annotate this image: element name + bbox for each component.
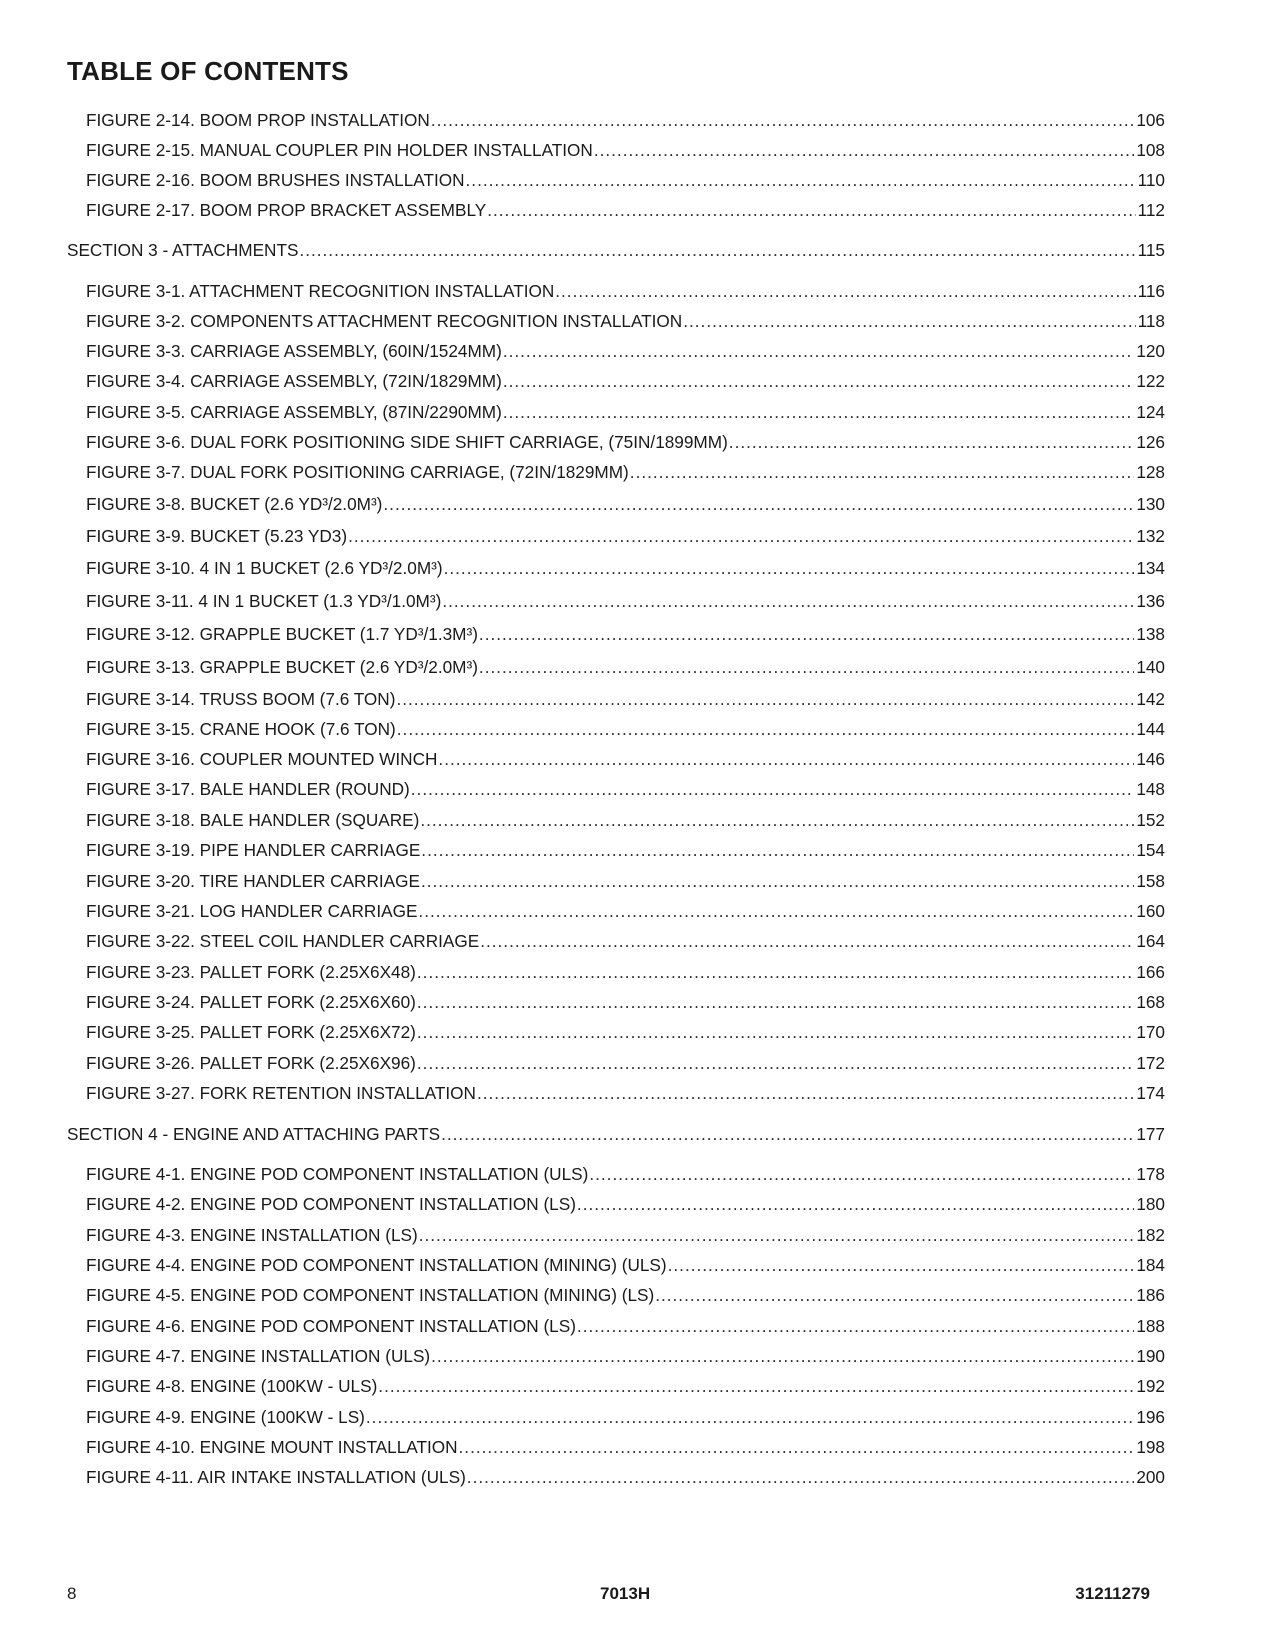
toc-entry-label: FIGURE 3-1. ATTACHMENT RECOGNITION INSTALLATION [86, 281, 555, 301]
toc-figure-entry[interactable] [86, 279, 1165, 303]
toc-figure-entry[interactable] [86, 1314, 1165, 1338]
toc-section-entry[interactable] [67, 238, 1165, 262]
toc-figure-entry[interactable] [86, 339, 1165, 363]
toc-figure-entry[interactable] [86, 1162, 1165, 1186]
toc-figure-entry[interactable] [86, 556, 1165, 580]
toc-entry-page: 115 [1137, 240, 1165, 260]
toc-entry-page: 152 [1136, 810, 1165, 830]
toc-figure-entry[interactable] [86, 717, 1165, 741]
dot-leader [459, 1435, 1135, 1459]
dot-leader [479, 655, 1134, 679]
dot-leader [378, 1374, 1134, 1398]
toc-figure-entry[interactable] [86, 929, 1165, 953]
footer-doc-number: 31211279 [1075, 1584, 1150, 1603]
toc-entry-page: 164 [1136, 931, 1165, 951]
toc-entry-page: 138 [1136, 624, 1165, 644]
toc-figure-entry[interactable] [86, 622, 1165, 646]
toc-entry-page: 108 [1136, 140, 1165, 160]
toc-entry-page: 158 [1136, 871, 1165, 891]
toc-entry-page: 142 [1136, 689, 1165, 709]
dot-leader [418, 899, 1134, 923]
toc-entry-label: FIGURE 2-17. BOOM PROP BRACKET ASSEMBLY [86, 200, 487, 220]
dot-leader [431, 1344, 1134, 1368]
toc-figure-entry[interactable] [86, 777, 1165, 801]
toc-entry-page: 146 [1136, 749, 1165, 769]
toc-entry-label: FIGURE 4-6. ENGINE POD COMPONENT INSTALLATION (LS) [86, 1316, 576, 1336]
toc-entry-page: 124 [1136, 402, 1165, 422]
toc-entry-label: FIGURE 3-10. 4 IN 1 BUCKET (2.6 YD³/2.0M³) [86, 558, 443, 578]
dot-leader [594, 138, 1134, 162]
toc-entry-label: FIGURE 2-16. BOOM BRUSHES INSTALLATION [86, 170, 465, 190]
toc-entry-page: 172 [1136, 1053, 1165, 1073]
toc-entry-page: 128 [1136, 462, 1165, 482]
toc-figure-entry[interactable] [86, 168, 1165, 192]
toc-entry-label: FIGURE 3-23. PALLET FORK (2.25X6X48) [86, 962, 416, 982]
toc-entry-page: 110 [1137, 170, 1165, 190]
toc-figure-entry[interactable] [86, 430, 1165, 454]
toc-entry-page: 166 [1136, 962, 1165, 982]
toc-entry-label: FIGURE 3-5. CARRIAGE ASSEMBLY, (87IN/2290MM) [86, 402, 502, 422]
toc-entry-label: FIGURE 3-3. CARRIAGE ASSEMBLY, (60IN/1524MM) [86, 341, 502, 361]
toc-figure-entry[interactable] [86, 1405, 1165, 1429]
toc-entry-page: 188 [1136, 1316, 1165, 1336]
dot-leader [417, 1051, 1134, 1075]
dot-leader [411, 777, 1135, 801]
toc-entry-page: 122 [1136, 371, 1165, 391]
toc-entry-label: FIGURE 4-8. ENGINE (100KW - ULS) [86, 1376, 378, 1396]
toc-entry-page: 136 [1136, 591, 1165, 611]
toc-figure-entry[interactable] [86, 400, 1165, 424]
toc-figure-entry[interactable] [86, 138, 1165, 162]
dot-leader [442, 589, 1134, 613]
dot-leader [668, 1253, 1135, 1277]
toc-figure-entry[interactable] [86, 1253, 1165, 1277]
dot-leader [366, 1405, 1134, 1429]
toc-figure-entry[interactable] [86, 589, 1165, 613]
toc-entry-label: FIGURE 4-4. ENGINE POD COMPONENT INSTALLATION (MINING) (ULS) [86, 1255, 667, 1275]
dot-leader [729, 430, 1135, 454]
toc-entry-page: 184 [1136, 1255, 1165, 1275]
toc-entry-label: FIGURE 4-1. ENGINE POD COMPONENT INSTALLATION (ULS) [86, 1164, 589, 1184]
toc-figure-entry[interactable] [86, 1374, 1165, 1398]
toc-entry-page: 180 [1136, 1194, 1165, 1214]
toc-figure-entry[interactable] [86, 1465, 1165, 1489]
toc-entry-label: FIGURE 3-14. TRUSS BOOM (7.6 TON) [86, 689, 396, 709]
toc-figure-entry[interactable] [86, 838, 1165, 862]
toc-entry-page: 118 [1137, 311, 1165, 331]
toc-entry-label: FIGURE 3-9. BUCKET (5.23 YD3) [86, 526, 348, 546]
dot-leader [438, 747, 1134, 771]
toc-entry-page: 120 [1136, 341, 1165, 361]
toc-entry-label: FIGURE 3-26. PALLET FORK (2.25X6X96) [86, 1053, 416, 1073]
toc-entry-label: FIGURE 3-6. DUAL FORK POSITIONING SIDE SHIFT CARRIAGE, (75IN/1899MM) [86, 432, 728, 452]
toc-figure-entry[interactable] [86, 655, 1165, 679]
toc-figure-entry[interactable] [86, 524, 1165, 548]
toc-entry-label: FIGURE 3-13. GRAPPLE BUCKET (2.6 YD³/2.0M³) [86, 657, 478, 677]
toc-entry-page: 106 [1136, 110, 1165, 130]
toc-entry-label: FIGURE 3-20. TIRE HANDLER CARRIAGE [86, 871, 420, 891]
toc-entry-label: FIGURE 4-11. AIR INTAKE INSTALLATION (ULS) [86, 1467, 466, 1487]
toc-figure-entry[interactable] [86, 198, 1165, 222]
toc-entry-page: 132 [1136, 526, 1165, 546]
toc-entry-label: FIGURE 2-15. MANUAL COUPLER PIN HOLDER INSTALLATION [86, 140, 593, 160]
toc-entry-page: 200 [1136, 1467, 1165, 1487]
toc-entry-page: 196 [1136, 1407, 1165, 1427]
toc-figure-entry[interactable] [86, 1020, 1165, 1044]
dot-leader [299, 238, 1135, 262]
toc-entry-label: FIGURE 4-9. ENGINE (100KW - LS) [86, 1407, 365, 1427]
toc-entry-page: 177 [1136, 1124, 1165, 1144]
dot-leader [420, 808, 1134, 832]
toc-figure-entry[interactable] [86, 309, 1165, 333]
toc-entry-label: FIGURE 3-16. COUPLER MOUNTED WINCH [86, 749, 438, 769]
toc-entry-page: 126 [1136, 432, 1165, 452]
toc-figure-entry[interactable] [86, 460, 1165, 484]
dot-leader [441, 1122, 1134, 1146]
toc-entry-label: FIGURE 4-2. ENGINE POD COMPONENT INSTALLATION (LS) [86, 1194, 576, 1214]
toc-entry-label: SECTION 4 - ENGINE AND ATTACHING PARTS [67, 1124, 441, 1144]
toc-figure-entry[interactable] [86, 369, 1165, 393]
toc-entry-label: FIGURE 4-10. ENGINE MOUNT INSTALLATION [86, 1437, 458, 1457]
page-title: TABLE OF CONTENTS [67, 56, 349, 86]
dot-leader [348, 524, 1134, 548]
toc-figure-entry[interactable] [86, 108, 1165, 132]
dot-leader [431, 108, 1134, 132]
dot-leader [503, 400, 1135, 424]
dot-leader [396, 687, 1134, 711]
toc-entry-label: FIGURE 4-7. ENGINE INSTALLATION (ULS) [86, 1346, 431, 1366]
toc-entry-label: FIGURE 3-15. CRANE HOOK (7.6 TON) [86, 719, 396, 739]
toc-figure-entry[interactable] [86, 869, 1165, 893]
dot-leader [683, 309, 1135, 333]
dot-leader [577, 1314, 1134, 1338]
toc-entry-label: FIGURE 3-7. DUAL FORK POSITIONING CARRIAGE, (72IN/1829MM) [86, 462, 629, 482]
dot-leader [397, 717, 1135, 741]
dot-leader [417, 960, 1134, 984]
dot-leader [577, 1192, 1134, 1216]
toc-entry-page: 192 [1136, 1376, 1165, 1396]
dot-leader [477, 1081, 1134, 1105]
toc-entry-page: 160 [1136, 901, 1165, 921]
toc-figure-entry[interactable] [86, 1283, 1165, 1307]
toc-entry-page: 186 [1136, 1285, 1165, 1305]
toc-figure-entry[interactable] [86, 1192, 1165, 1216]
toc-entry-page: 174 [1136, 1083, 1165, 1103]
toc-entry-label: FIGURE 3-24. PALLET FORK (2.25X6X60) [86, 992, 416, 1012]
toc-section-entry[interactable] [67, 1122, 1165, 1146]
footer-model: 7013H [600, 1584, 651, 1603]
toc-entry-label: FIGURE 3-2. COMPONENTS ATTACHMENT RECOGNITION INSTALLATION [86, 311, 683, 331]
toc-entry-label: FIGURE 3-11. 4 IN 1 BUCKET (1.3 YD³/1.0M³) [86, 591, 442, 611]
toc-entry-label: FIGURE 3-19. PIPE HANDLER CARRIAGE [86, 840, 421, 860]
dot-leader [466, 168, 1136, 192]
toc-entry-label: FIGURE 3-18. BALE HANDLER (SQUARE) [86, 810, 420, 830]
toc-entry-label: FIGURE 3-4. CARRIAGE ASSEMBLY, (72IN/1829MM) [86, 371, 502, 391]
toc-figure-entry[interactable] [86, 687, 1165, 711]
dot-leader [419, 1223, 1135, 1247]
toc-entry-page: 182 [1136, 1225, 1165, 1245]
toc-entry-label: FIGURE 3-21. LOG HANDLER CARRIAGE [86, 901, 418, 921]
toc-entry-label: FIGURE 3-25. PALLET FORK (2.25X6X72) [86, 1022, 416, 1042]
toc-figure-entry[interactable] [86, 747, 1165, 771]
toc-figure-entry[interactable] [86, 1435, 1165, 1459]
dot-leader [589, 1162, 1134, 1186]
toc-entry-label: FIGURE 3-12. GRAPPLE BUCKET (1.7 YD³/1.3M³) [86, 624, 478, 644]
toc-entry-label: FIGURE 3-8. BUCKET (2.6 YD³/2.0M³) [86, 494, 383, 514]
dot-leader [421, 869, 1134, 893]
toc-entry-page: 178 [1136, 1164, 1165, 1184]
dot-leader [655, 1283, 1134, 1307]
dot-leader [503, 339, 1135, 363]
toc-figure-entry[interactable] [86, 1051, 1165, 1075]
toc-entry-label: FIGURE 3-17. BALE HANDLER (ROUND) [86, 779, 410, 799]
toc-figure-entry[interactable] [86, 960, 1165, 984]
dot-leader [479, 622, 1134, 646]
toc-figure-entry[interactable] [86, 1223, 1165, 1247]
toc-figure-entry[interactable] [86, 990, 1165, 1014]
toc-entry-page: 148 [1136, 779, 1165, 799]
toc-entry-page: 140 [1136, 657, 1165, 677]
toc-entry-page: 116 [1137, 281, 1165, 301]
toc-entry-label: FIGURE 4-5. ENGINE POD COMPONENT INSTALLATION (MINING) (LS) [86, 1285, 655, 1305]
toc-entry-label: SECTION 3 - ATTACHMENTS [67, 240, 299, 260]
footer-page-number: 8 [67, 1584, 77, 1603]
toc-entry-label: FIGURE 4-3. ENGINE INSTALLATION (LS) [86, 1225, 418, 1245]
toc-figure-entry[interactable] [86, 899, 1165, 923]
toc-entry-page: 112 [1137, 200, 1165, 220]
dot-leader [503, 369, 1135, 393]
dot-leader [630, 460, 1135, 484]
toc-entry-page: 154 [1136, 840, 1165, 860]
dot-leader [421, 838, 1134, 862]
toc-entry-page: 190 [1136, 1346, 1165, 1366]
dot-leader [555, 279, 1135, 303]
dot-leader [487, 198, 1135, 222]
dot-leader [417, 1020, 1134, 1044]
toc-entry-page: 130 [1136, 494, 1165, 514]
dot-leader [383, 492, 1134, 516]
dot-leader [444, 556, 1135, 580]
toc-entry-page: 198 [1136, 1437, 1165, 1457]
toc-figure-entry[interactable] [86, 492, 1165, 516]
dot-leader [467, 1465, 1135, 1489]
toc-entry-label: FIGURE 3-22. STEEL COIL HANDLER CARRIAGE [86, 931, 480, 951]
toc-entry-label: FIGURE 2-14. BOOM PROP INSTALLATION [86, 110, 430, 130]
toc-figure-entry[interactable] [86, 1344, 1165, 1368]
dot-leader [417, 990, 1134, 1014]
toc-figure-entry[interactable] [86, 808, 1165, 832]
toc-entry-page: 134 [1136, 558, 1165, 578]
toc-entry-page: 168 [1136, 992, 1165, 1012]
toc-entry-page: 170 [1136, 1022, 1165, 1042]
toc-entry-label: FIGURE 3-27. FORK RETENTION INSTALLATION [86, 1083, 476, 1103]
dot-leader [480, 929, 1134, 953]
toc-figure-entry[interactable] [86, 1081, 1165, 1105]
toc-entry-page: 144 [1136, 719, 1165, 739]
